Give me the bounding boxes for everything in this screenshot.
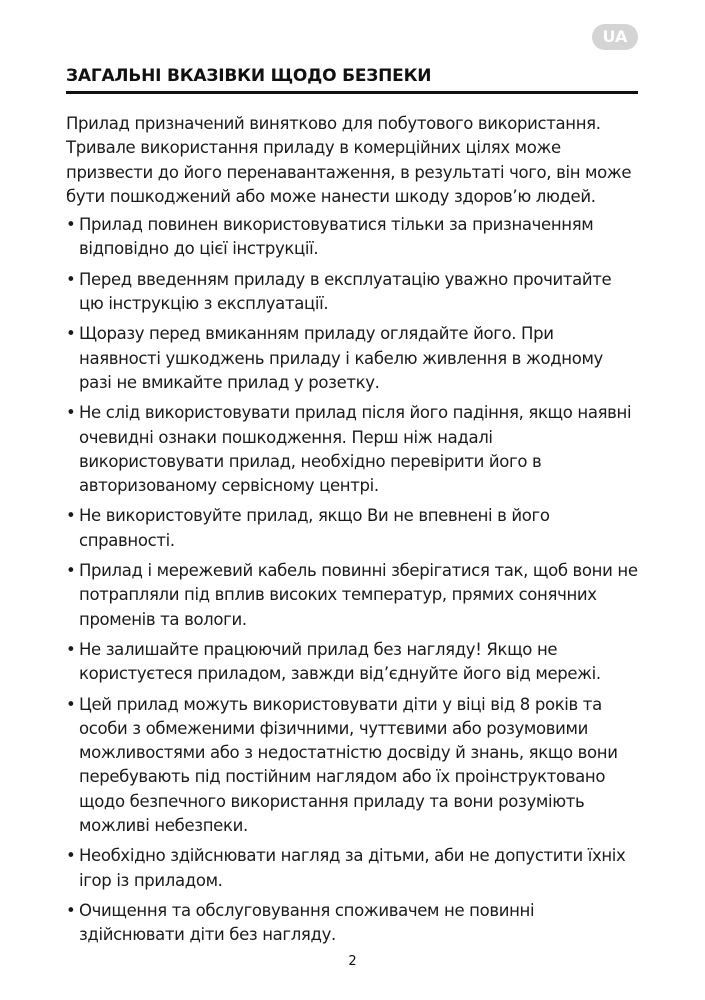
bullet-text: Прилад повинен використовуватися тільки за призначенням відповідно до цієї інструкції. xyxy=(79,215,594,259)
bullet-marker: • xyxy=(66,639,76,659)
bullet-item xyxy=(66,268,640,317)
bullet-marker: • xyxy=(66,324,76,344)
bullet-marker: • xyxy=(66,506,76,526)
bullet-text: Щоразу перед вмиканням приладу оглядайте його. При наявності ушкоджень приладу і кабелю живлення в жодному разі не вмикайте прилад у розетку. xyxy=(79,324,603,392)
safety-bullet-list xyxy=(66,213,640,947)
bullet-item xyxy=(66,899,640,948)
bullet-text: Необхідно здійснювати нагляд за дітьми, аби не допустити їхніх ігор із приладом. xyxy=(79,846,626,890)
bullet-item xyxy=(66,322,640,395)
bullet-text: Не слід використовувати прилад після його падіння, якщо наявні очевидні ознаки пошкодження. Перш ніж надалі використовувати прилад, необхідно перевірити його в авторизованому сервісному центрі. xyxy=(79,403,632,496)
page-number: 2 xyxy=(348,954,357,969)
bullet-item xyxy=(66,504,640,553)
bullet-item xyxy=(66,213,640,262)
bullet-text: Не залишайте працюючий прилад без нагляду! Якщо не користуєтеся приладом, завжди від’єднуйте його від мережі. xyxy=(79,639,601,684)
bullet-marker: • xyxy=(66,269,76,289)
bullet-marker: • xyxy=(66,561,76,581)
bullet-item xyxy=(66,559,640,632)
bullet-text: Не використовуйте прилад, якщо Ви не впевнені в його справності. xyxy=(79,506,550,550)
bullet-item xyxy=(66,844,640,893)
bullet-marker: • xyxy=(66,694,76,714)
bullet-text: Цей прилад можуть використовувати діти у віці від 8 років та особи з обмеженими фізичними, чуттєвими або розумовими можливостями або з недостатністю досвіду й знань, якщо вони перебувають під постійним наглядом або їх проінструктовано щодо безпечного використання приладу та вони розуміють можливі небезпеки. xyxy=(79,694,618,836)
language-badge: UA xyxy=(592,24,638,50)
bullet-text: Перед введенням приладу в експлуатацію уважно прочитайте цю інструкцію з експлуатації. xyxy=(79,269,612,314)
bullet-marker: • xyxy=(66,846,76,866)
intro-paragraph: Прилад призначений винятково для побутового використання. Тривале використання приладу в комерційних цілях може призвести до його перенавантаження, в результаті чого, він може бути пошкоджений або може нанести шкоду здоров’ю людей. xyxy=(66,114,632,206)
bullet-text: Очищення та обслуговування споживачем не повинні здійснювати діти без нагляду. xyxy=(79,900,535,945)
bullet-item xyxy=(66,693,640,839)
bullet-marker: • xyxy=(66,900,76,920)
bullet-marker: • xyxy=(66,403,76,423)
title-underline-rule xyxy=(66,91,638,94)
page-title: ЗАГАЛЬНІ ВКАЗІВКИ ЩОДО БЕЗПЕКИ xyxy=(66,66,432,86)
bullet-text: Прилад і мережевий кабель повинні зберігатися так, щоб вони не потрапляли під вплив високих температур, прямих сонячних променів та вологи. xyxy=(79,561,638,629)
bullet-item xyxy=(66,638,640,687)
bullet-item xyxy=(66,401,640,498)
safety-instructions-body xyxy=(66,112,640,954)
bullet-marker: • xyxy=(66,215,76,235)
